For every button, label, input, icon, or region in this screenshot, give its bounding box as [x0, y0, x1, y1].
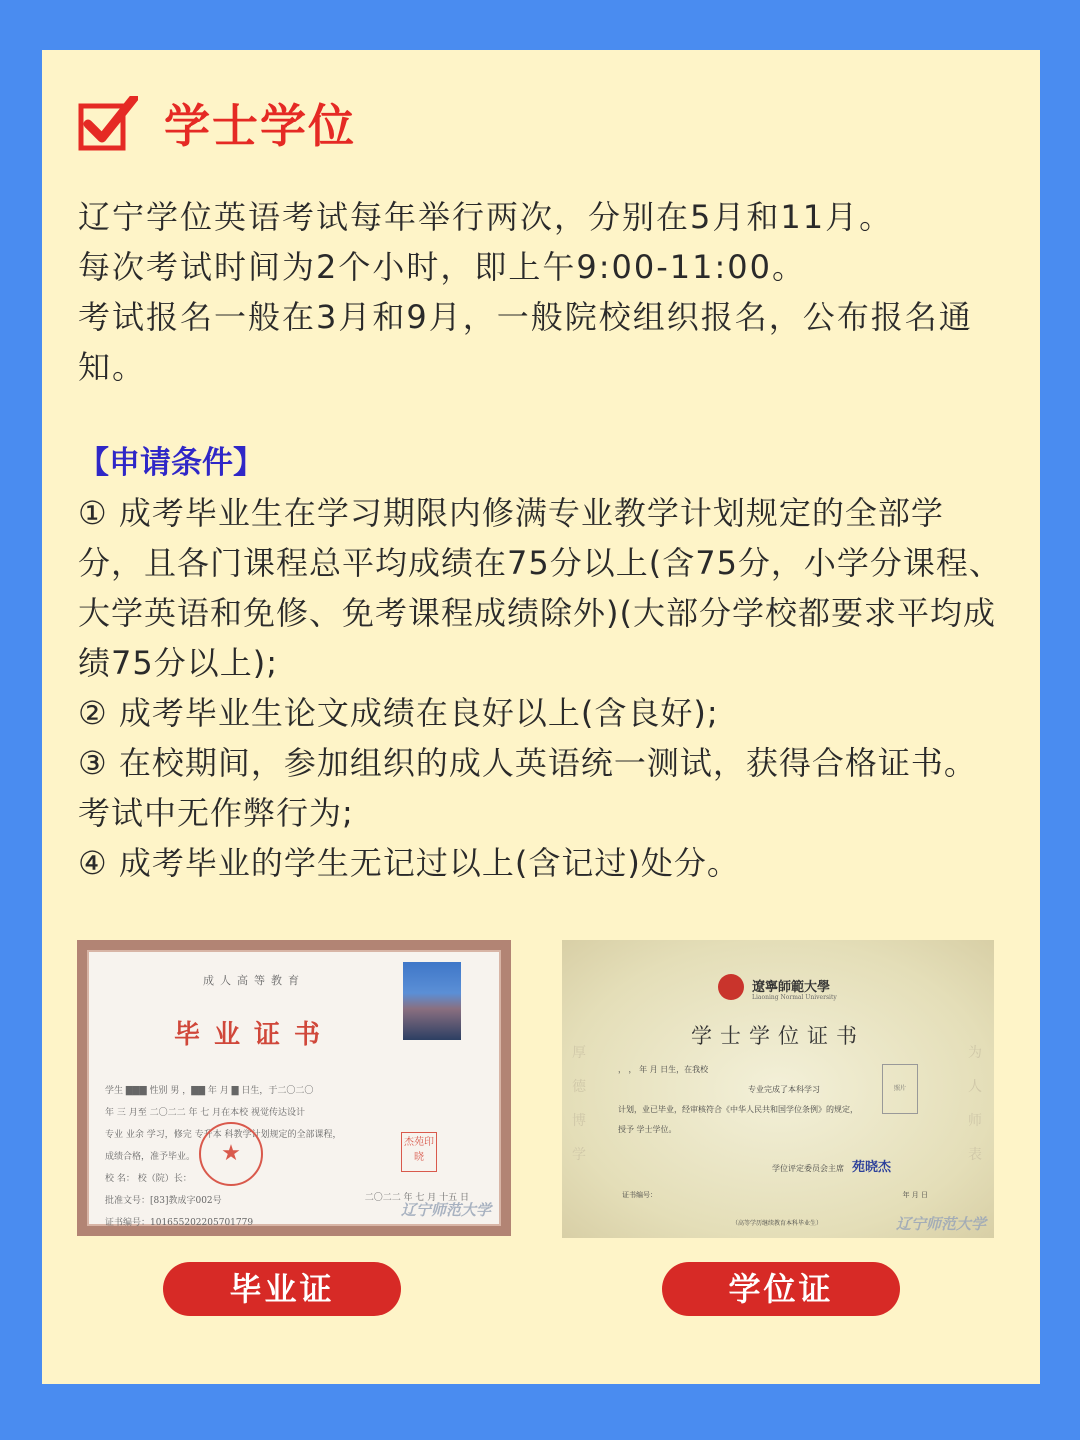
diploma-label: 毕业证	[163, 1262, 401, 1316]
diploma-photo	[403, 962, 461, 1040]
diploma-paper	[87, 950, 501, 1226]
degree-photo-box: 照片	[882, 1064, 918, 1114]
sign-label: 学位评定委员会主席	[772, 1164, 844, 1173]
condition-item: ① 成考毕业生在学习期限内修满专业教学计划规定的全部学分，且各门课程总平均成绩在75分以上(含75分，小学分课程、大学英语和免修、免考课程成绩除外)(大部分学校都要求平均成绩75分以上);	[78, 494, 1002, 682]
diploma-line: 专业 业余 学习，修完 专升本 科教学计划规定的全部课程，	[105, 1130, 342, 1140]
intro-line: 每次考试时间为2个小时，即上午9:00-11:00。	[78, 248, 806, 286]
degree-footer: （高等学历继续教育本科毕业生）	[732, 1220, 823, 1227]
degree-label: 学位证	[662, 1262, 900, 1316]
conditions-list	[78, 488, 1008, 888]
degree-school-name: 遼寧師範大學	[752, 980, 831, 995]
diploma-line: 成绩合格，准予毕业。	[105, 1152, 196, 1162]
president-stamp: 杰苑印晓	[401, 1132, 437, 1172]
diploma-image	[77, 940, 511, 1236]
degree-school-name-en: Liaoning Normal University	[752, 994, 837, 1001]
intro-line: 考试报名一般在3月和9月，一般院校组织报名，公布报名通知。	[78, 298, 973, 386]
degree-date: 年 月 日	[902, 1191, 928, 1199]
content-card	[42, 50, 1040, 1384]
condition-item: ② 成考毕业生论文成绩在良好以上(含良好);	[78, 694, 719, 732]
diploma-line: 校 名： 校（院）长：	[105, 1174, 192, 1184]
page-title: 学士学位	[164, 99, 356, 153]
diploma-line: 学生 ▇▇▇ 性别 男 ，▇▇ 年 月 ▇ 日生，于二〇二〇	[105, 1086, 314, 1096]
diploma-line: 年 三 月至 二〇二二 年 七 月在本校 视觉传达设计	[105, 1108, 306, 1118]
checkbox-check-icon	[78, 96, 138, 152]
diploma-line: 批准文号：[83]教成字002号	[105, 1196, 222, 1206]
diploma-line: 证书编号：101655202205701779	[105, 1218, 254, 1228]
condition-item: ④ 成考毕业的学生无记过以上(含记过)处分。	[78, 844, 740, 882]
intro-text	[78, 192, 1008, 392]
condition-item: ③ 在校期间，参加组织的成人英语统一测试，获得合格证书。考试中无作弊行为;	[78, 744, 977, 832]
diploma-top-text: 成人高等教育	[203, 974, 305, 987]
school-seal-icon: ★	[199, 1122, 263, 1186]
watermark: 辽宁师范大学	[895, 1215, 986, 1233]
conditions-heading: 【申请条件】	[78, 445, 264, 481]
degree-signature	[772, 1156, 891, 1175]
degree-title: 学士学位证书	[691, 1024, 865, 1048]
university-logo-icon	[718, 974, 744, 1000]
degree-motto-right: 为人师表	[968, 1045, 982, 1163]
sign-name: 苑晓杰	[852, 1160, 892, 1175]
degree-line: 授予 学士学位。	[618, 1125, 677, 1134]
degree-line: ， ， 年 月 日生，在我校	[618, 1065, 709, 1074]
degree-image	[562, 940, 994, 1238]
degree-motto-left: 厚德博学	[572, 1045, 586, 1163]
watermark: 辽宁师范大学	[400, 1201, 491, 1219]
degree-cert-no: 证书编号：	[622, 1191, 657, 1199]
degree-line: 计划，业已毕业，经审核符合《中华人民共和国学位条例》的规定，	[618, 1105, 858, 1114]
diploma-title: 毕业证书	[173, 1020, 334, 1050]
degree-line: 专业完成了本科学习	[748, 1085, 820, 1094]
intro-line: 辽宁学位英语考试每年举行两次，分别在5月和11月。	[78, 198, 894, 236]
diploma-date: 二〇二二 年 七 月 十五 日	[364, 1193, 469, 1203]
